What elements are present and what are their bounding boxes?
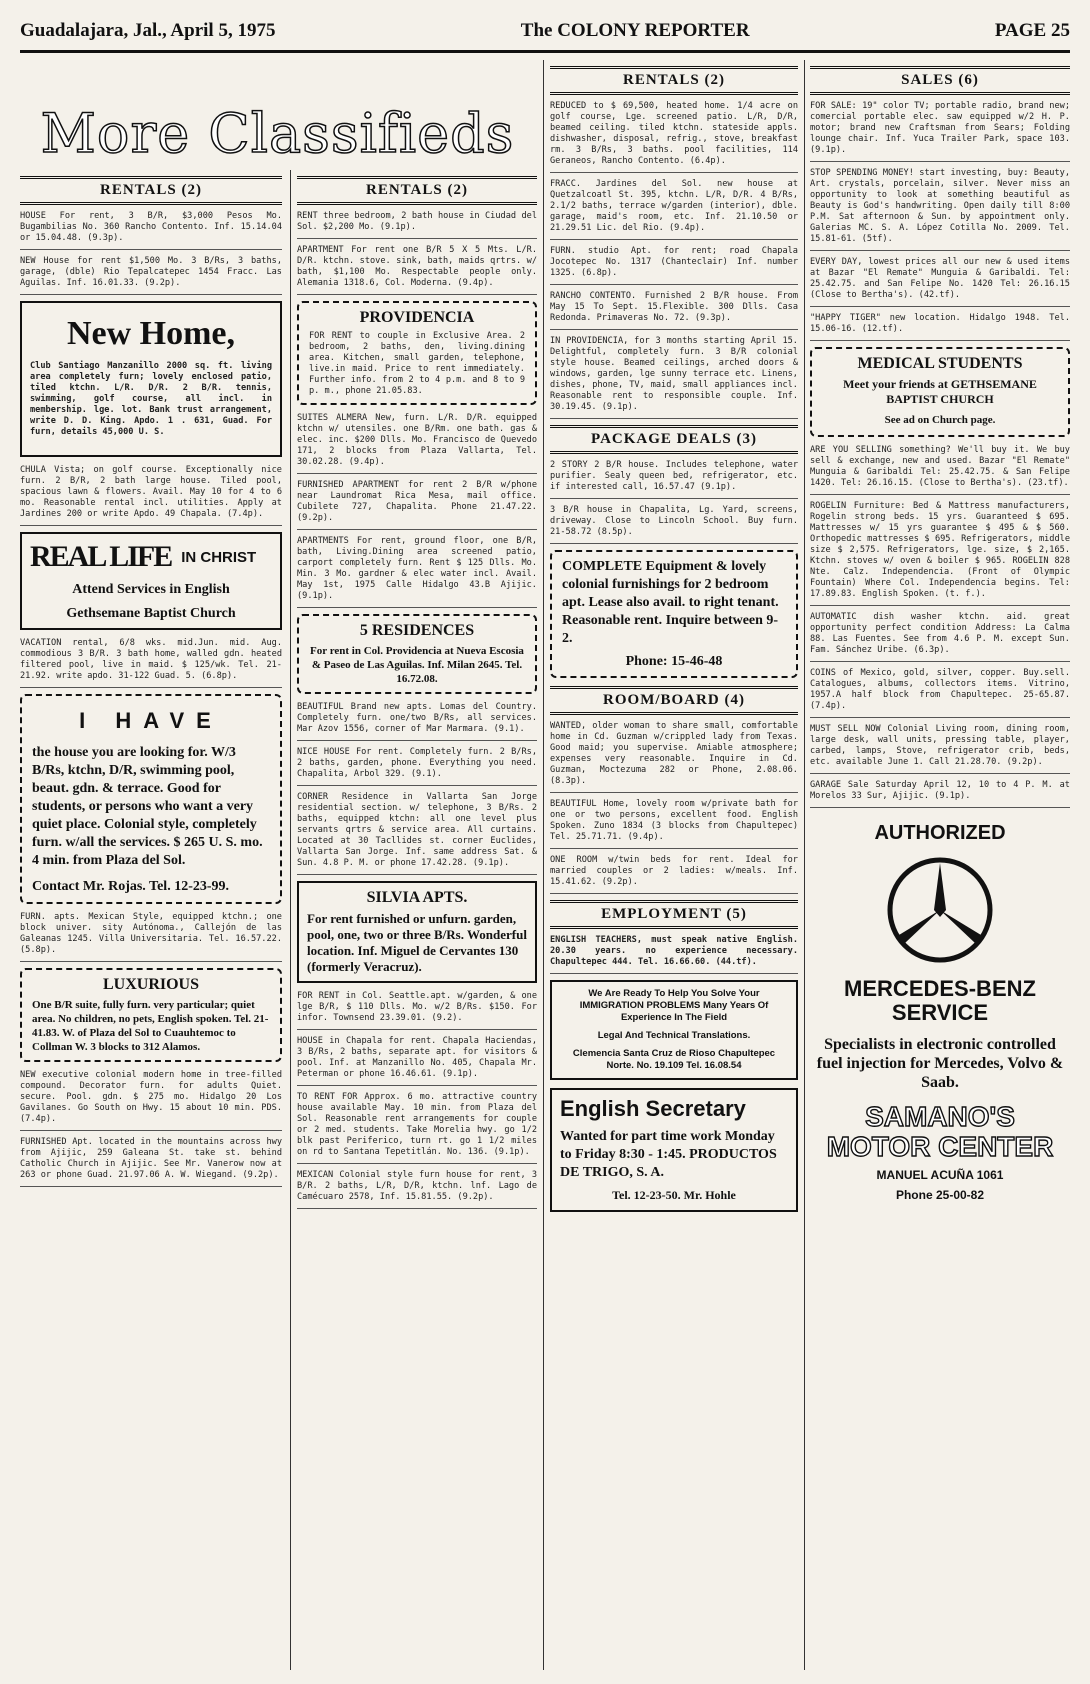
i-have-title: I HAVE bbox=[79, 708, 223, 733]
luxurious-title: LUXURIOUS bbox=[102, 976, 199, 993]
header-dateline: Guadalajara, Jal., April 5, 1975 bbox=[20, 20, 276, 41]
column-4 bbox=[810, 60, 1070, 1670]
real-life-ad bbox=[20, 532, 282, 630]
section-header-room-board: ROOM/BOARD (4) bbox=[550, 686, 798, 715]
english-secretary-contact: Tel. 12-23-50. Mr. Hohle bbox=[612, 1188, 736, 1202]
classified-ad: STOP SPENDING MONEY! start investing, buy: Beauty, Art. crystals, porcelain, silver. Never miss an opportunity to look at something beautiful as Beauty is God's handwriting. Open daily till 8:00 P.M. Sat afternoon & Sun. by appointment only. Galerias MC. S. A. López Cotilla No. 2009. Tel. 15.81-61. (5tf). bbox=[810, 168, 1070, 251]
column-2 bbox=[297, 170, 537, 1670]
column-1 bbox=[20, 170, 282, 1670]
classified-ad: BEAUTIFUL Home, lovely room w/private bath for one or two persons, excellent food. English Spoken. Zuno 1834 (3 blocks from Chapultepec) Tel. 25.71.71. (9.4p). bbox=[550, 799, 798, 849]
classified-ad: COINS of Mexico, gold, silver, copper. Buy.sell. Catalogues, albums, collectors items. Vitrino, 1957.A half block from Chapultepec. 25-65.87. (7.4p). bbox=[810, 668, 1070, 718]
i-have-contact: Contact Mr. Rojas. Tel. 12-23-99. bbox=[32, 879, 230, 894]
real-life-tagline: IN CHRIST bbox=[181, 548, 257, 566]
luxurious-ad bbox=[20, 968, 282, 1062]
header-paper-name: The COLONY REPORTER bbox=[520, 20, 750, 41]
classified-ad: GARAGE Sale Saturday April 12, 10 to 4 P. M. at Morelos 33 Sur, Ajijic. (9.1p). bbox=[810, 780, 1070, 808]
residences-title: 5 RESIDENCES bbox=[359, 622, 475, 639]
classified-ad: FOR SALE: 19" color TV; portable radio, brand new; comercial portable elec. saw equipped w/2 H. P. motor; brand new Craftsman from Sears; Folding lounge chair. Inf. Yuca Trailer Park, space 103. (9.1p). bbox=[810, 101, 1070, 162]
banner-title: More Classifieds bbox=[40, 102, 515, 165]
complete-phone: Phone: 15-46-48 bbox=[625, 654, 723, 669]
silvia-apts-ad bbox=[297, 881, 537, 983]
classified-ad: ROGELIN Furniture: Bed & Mattress manufacturers, Rogelin strong beds. 15 yrs. Guaranteed $ 695. Mattresses w/ 15 yrs guarantee $ 495 & $ 560. Orthopedic mattresses $ 695. Refrigerators, middle size $ 2,575. Refrigerators, lge. size, $ 2,165. Ktchn. stoves w/ oven & boiler $ 965. ROGELIN 828 Nte. Calz. Independencia. (Front of Olympic Fountain) Where Col. Independencia begins. Tel: 17.89.83. English Spoken. (t. f.). bbox=[810, 501, 1070, 606]
classified-ad: FRACC. Jardines del Sol. new house at Quetzalcoatl St. 395, ktchn. L/R, D/R. 4 B/Rs, 2.1/2 baths, terrace w/garden (interior), dble. garage, maid's room, etc. Inf. 21.10.50 or 21.29.51 Lic. del Rio. (9.4p). bbox=[550, 179, 798, 240]
section-header-employment: EMPLOYMENT (5) bbox=[550, 900, 798, 929]
medical-body: Meet your friends at GETHSEMANE BAPTIST CHURCH bbox=[843, 377, 1037, 406]
mercedes-service-desc: Specialists in electronic controlled fuel injection for Mercedes, Volvo & Saab. bbox=[816, 1036, 1064, 1091]
classified-ad: REDUCED to $ 69,500, heated home. 1/4 acre on golf course, Lge. screened patio. L/R, D/R, beamed ceiling. tiled ktchn. stateside appls. dishwasher, disposal, refrig., stove, breakfast rm. 3 B/Rs, 3 baths. pool facilities, 114 Geraneos, Rancho Contento. (6.4p). bbox=[550, 101, 798, 173]
section-header-sales: SALES (6) bbox=[810, 66, 1070, 95]
column-divider bbox=[804, 60, 805, 1670]
i-have-ad bbox=[20, 694, 282, 904]
english-secretary-body: Wanted for part time work Monday to Friday 8:30 - 1:45. PRODUCTOS DE TRIGO, S. A. bbox=[560, 1129, 777, 1180]
new-home-title: New Home, bbox=[66, 315, 236, 352]
classified-ad: FURNISHED Apt. located in the mountains across hwy from Ajijic, 259 Galeana St. take st. behind Catholic Church in Ajijic. See Mr. Vanerow now at 263 or phone Guad. 21.97.06 A. W. Wiegand. (9.2p). bbox=[20, 1137, 282, 1187]
immigration-ad bbox=[550, 980, 798, 1080]
classified-ad: HOUSE in Chapala for rent. Chapala Haciendas, 3 B/Rs, 2 baths, separate apt. for visitors & pool. Inf. at Manzanillo No. 405, Chapala Mr. Peterman or phone 16.46.61. (9.1p). bbox=[297, 1036, 537, 1086]
classified-ad: FURN. apts. Mexican Style, equipped ktchn.; one block univer. sity Autónoma., Callejón de las Galeanas 1245. Villa Universitaria. Tel. 16.57.22. (5.8p). bbox=[20, 912, 282, 962]
real-life-line-1: Attend Services in English bbox=[72, 582, 230, 597]
classified-ad: 3 B/R house in Chapalita, Lg. Yard, screens, driveway. Close to Lincoln School. Buy furn. 21-58.72 (8.5p). bbox=[550, 505, 798, 544]
classified-ad: CHULA Vista; on golf course. Exceptionally nice furn. 2 B/R, 2 bath large house. Tiled pool, spacious lawn & flowers. Avail. May 10 for 4 to 6 mo. Reasonable rental incl. utilities. Apply at Jardines 200 or write Apdo. 49 Chapala. (7.4p). bbox=[20, 465, 282, 526]
providencia-body: FOR RENT to couple in Exclusive Area. 2 bedroom, 2 baths, den, living.dining area. Kitchen, small garden, telephone, live.in maid. Price to rent immediately. Further info. from 2 to 4 p.m. and 8 to 9 p. m., phone 21.05.83. bbox=[309, 331, 525, 396]
page-header bbox=[20, 20, 1070, 53]
classified-ad: 2 STORY 2 B/R house. Includes telephone, water purifier. Sealy queen bed, refrigerator, etc. if interested call, 16.57.47 (9.1p). bbox=[550, 460, 798, 499]
immigration-head: We Are Ready To Help You Solve Your IMMIGRATION PROBLEMS Many Years Of Experience In The Field bbox=[579, 988, 769, 1023]
new-home-body: Club Santiago Manzanillo 2000 sq. ft. living area completely furn; lovely enclosed patio, tiled ktchn. L/R. D/R. 2 B/R. tennis, swimming, golf course, all incl. in membership. lge. lot. Bank trust arrangement, write D. D. King. Apdo. 1 . 631, Guad. For furn, details 45,000 U. S. bbox=[30, 361, 272, 437]
classified-ad: FURNISHED APARTMENT for rent 2 B/R w/phone near Laundromat Rica Mesa, mail office. Cubilete 727, Chapalita. Phone 21.47.22. (9.2p). bbox=[297, 480, 537, 530]
residences-body: For rent in Col. Providencia at Nueva Escosia & Paseo de Las Aguilas. Inf. Milan 2645. Tel. 16.72.08. bbox=[310, 645, 524, 685]
mercedes-service-title: MERCEDES-BENZ SERVICE bbox=[844, 976, 1036, 1025]
silvia-title: SILVIA APTS. bbox=[366, 889, 468, 906]
classified-ad: FOR RENT in Col. Seattle.apt. w/garden, & one lge B/R, $ 110 Dlls. Mo. w/2 B/Rs. $150. For infor. Townsend 23.39.01. (9.2). bbox=[297, 991, 537, 1030]
real-life-line-2: Gethsemane Baptist Church bbox=[66, 606, 236, 621]
mercedes-logo-icon bbox=[810, 855, 1070, 969]
luxurious-body: One B/R suite, fully furn. very particular; quiet area. No children, no pets, English spoken. Tel. 21-41.83. W. of Plaza del Sol to Cuauhtemoc to Collman W. 3 blocks to 312 Alamos. bbox=[32, 999, 269, 1053]
english-secretary-ad bbox=[550, 1088, 798, 1212]
classified-ad: IN PROVIDENCIA, for 3 months starting April 15. Delightful, completely furn. 3 B/R colonial style house. Beamed ceilings, arched doors & windows, garden, lge sunny terrace etc. Linens, dishes, phone, TV, maid, small appliances incl. Reasonable rent to responsible couple. Inf. 30.19.45. (9.1p). bbox=[550, 336, 798, 419]
complete-body: COMPLETE Equipment & lovely colonial furnishings for 2 bedroom apt. Lease also avail. to right tenant. Reasonable rent. Inquire between 9-2. bbox=[562, 559, 779, 646]
silvia-body: For rent furnished or unfurn. garden, pool, one, two or three B/Rs. Wonderful location. Inf. Miguel de Cervantes 130 (formerly Veracruz). bbox=[307, 911, 527, 974]
classified-ad: CORNER Residence in Vallarta San Jorge residential section. w/ telephone, 3 B/Rs. 2 baths, equipped ktchn: all one level plus servants qrtrs & service area. All curtains. Located at 30 Tacllides st. corner Euclides, Vallarta San Jorge. Inf. same address Sat. & Sun. 4.8 P. M. or phone 17.42.28. (9.1p). bbox=[297, 792, 537, 875]
classified-ad: NICE HOUSE For rent. Completely furn. 2 B/Rs, 2 baths, garden, phone. Everything you need. Chapalita, Arbol 329. (9.1). bbox=[297, 747, 537, 786]
real-life-logo: REAL LIFE bbox=[30, 540, 172, 573]
medical-footer: See ad on Church page. bbox=[884, 414, 996, 426]
providencia-title: PROVIDENCIA bbox=[359, 309, 475, 326]
classified-ad: ONE ROOM w/twin beds for rent. Ideal for married couples or 2 ladies: w/meals. Inf. 15.41.62. (9.2p). bbox=[550, 855, 798, 894]
i-have-body: the house you are looking for. W/3 B/Rs, ktchn, D/R, swimming pool, beaut. gdn. & terrace. Good for students, or persons who want a very quiet place. Colonial style, completely furn. w/all the services. $ 265 U. S. mo. 4 min. from Plaza del Sol. bbox=[32, 745, 263, 868]
column-divider bbox=[543, 60, 544, 1670]
samano-logo: SAMANO'S MOTOR CENTER bbox=[826, 1101, 1054, 1162]
complete-equipment-ad bbox=[550, 550, 798, 678]
section-header-package-deals: PACKAGE DEALS (3) bbox=[550, 425, 798, 454]
section-header-rentals: RENTALS (2) bbox=[20, 176, 282, 205]
classified-ad: APARTMENTS For rent, ground floor, one B/R, bath, Living.Dining area screened patio, carport completely furn. Rent $ 125 Dlls. Mo. Min. 3 Mo. gardner & elec water incl. Avail. May 1st, 1975 Calle Hidalgo 43.B Ajijic. (9.1p). bbox=[297, 536, 537, 608]
medical-title: MEDICAL STUDENTS bbox=[857, 355, 1023, 372]
immigration-contact: Clemencia Santa Cruz de Rioso Chapultepec Norte. No. 19.109 Tel. 16.08.54 bbox=[572, 1048, 776, 1071]
english-secretary-title: English Secretary bbox=[560, 1096, 746, 1121]
real-life-logo-row bbox=[30, 540, 272, 574]
samano-phone: Phone 25-00-82 bbox=[895, 1188, 985, 1202]
authorized-label: AUTHORIZED bbox=[874, 822, 1006, 844]
classified-ad: VACATION rental, 6/8 wks. mid.Jun. mid. Aug. commodious 3 B/R. 3 bath home, walled gdn. heated filtered pool, live in maid. $ 125/wk. Tel. 21-21.92. write apdo. 31-122 Guad. 5. (6.8p). bbox=[20, 638, 282, 688]
classified-ad: RANCHO CONTENTO. Furnished 2 B/R house. From May 15 To Sept. 15.Flexible. 300 Dlls. Casa Redonda. Primaveras No. 72. (9.3p). bbox=[550, 291, 798, 330]
classified-ad: "HAPPY TIGER" new location. Hidalgo 1948. Tel. 15.06-16. (12.tf). bbox=[810, 313, 1070, 341]
column-divider bbox=[290, 170, 291, 1670]
classified-ad: HOUSE For rent, 3 B/R, $3,000 Pesos Mo. Bugambilias No. 360 Rancho Contento. Inf. 15.14.04 or 15.04.48. (9.3p). bbox=[20, 211, 282, 250]
classified-ad: MEXICAN Colonial style furn house for rent, 3 B/R. 2 baths, L/R, D/R, ktchn. lnf. Lago de Camécuaro 2578, Inf. 15.81.55. (9.2p). bbox=[297, 1170, 537, 1209]
samano-address: MANUEL ACUÑA 1061 bbox=[876, 1168, 1004, 1182]
columns bbox=[20, 60, 1070, 1670]
classified-ad: TO RENT FOR Approx. 6 mo. attractive country house available May. 10 min. from Plaza del Sol. Reasonable rent arrangements for couple or 2 med. students. Take Morelia hwy. go 1/2 blk past Periferico, turn rt. go 1 1/2 miles on rd to Santana Tepetitlán. No. 136. (9.1p). bbox=[297, 1092, 537, 1164]
classified-ad: EVERY DAY, lowest prices all our new & used items at Bazar "El Remate" Munguia & Garibaldi. Tel: 25.42.75. and San Felipe No. 1420 Tel: 26.16.15 (Close to Bertha's). (42.tf). bbox=[810, 257, 1070, 307]
classified-ad: ARE YOU SELLING something? We'll buy it. We buy sell & exchange, new and used. Bazar "El Remate" Munguia & Garibaldi Tel: 25.42.75. & San Felipe 1420. Tel: 26.16.15. (Close to Bertha's). (23.tf). bbox=[810, 445, 1070, 495]
classified-ad: BEAUTIFUL Brand new apts. Lomas del Country. Completely furn. one/two B/Rs, all services. Mar Azov 1556, corner of Mar Marmara. (9.1). bbox=[297, 702, 537, 741]
header-page-number: PAGE 25 bbox=[994, 20, 1070, 41]
classified-ad: SUITES ALMERA New, furn. L/R. D/R. equipped ktchn w/ utensiles. one B/Rm. one bath. gas & elec. inc. $200 Dlls. Mo. Francisco de Quevedo 171, 2 blocks from Plaza Vallarta, Tel. 30.02.28. (9.4p). bbox=[297, 413, 537, 474]
immigration-translations: Legal And Technical Translations. bbox=[597, 1030, 751, 1041]
section-header-rentals: RENTALS (2) bbox=[297, 176, 537, 205]
classified-ad: FURN. studio Apt. for rent; road Chapala Jocotepec No. 1317 (Chanteclair) Inf. number 1325. (6.8p). bbox=[550, 246, 798, 285]
new-home-ad bbox=[20, 301, 282, 457]
providencia-ad bbox=[297, 301, 537, 405]
classified-ad: WANTED, older woman to share small, comfortable home in Cd. Guzman w/crippled lady from Texas. Good maid; you supervise. Amiable atmosphere; expenses very reasonable. Inquire in Cd. Guzman, Moctezuma 282 or Phone, 2.08.06. (8.3p). bbox=[550, 721, 798, 793]
classified-ad: ENGLISH TEACHERS, must speak native English. 20.30 years. no experience necessary. Chapultepec 444. Tel. 16.66.60. (44.tf). bbox=[550, 935, 798, 974]
classified-ad: NEW House for rent $1,500 Mo. 3 B/Rs, 3 baths, garage, (dble) Rio Tepalcatepec 1454 Fracc. Las Aguilas. Inf. 16.01.33. (9.2p). bbox=[20, 256, 282, 295]
section-header-rentals: RENTALS (2) bbox=[550, 66, 798, 95]
column-3 bbox=[550, 60, 798, 1670]
classified-ad: APARTMENT For rent one B/R 5 X 5 Mts. L/R. D/R. ktchn. stove. sink, bath, maids qrtrs. w/ bath, $1,100 Mo. Respectable people only. Alemania 1318.6, Col. Moderna. (9.4p). bbox=[297, 245, 537, 295]
classified-ad: RENT three bedroom, 2 bath house in Ciudad del Sol. $2,200 Mo. (9.1p). bbox=[297, 211, 537, 239]
medical-students-ad bbox=[810, 347, 1070, 437]
residences-ad bbox=[297, 614, 537, 694]
newspaper-page bbox=[20, 20, 1070, 1670]
classified-ad: MUST SELL NOW Colonial Living room, dining room, large desk, wall units, pressing table, player, carbed, lamps, Stove, refrigerator crib, beds, etc. available June 1. Call 21.28.70. (9.2p). bbox=[810, 724, 1070, 774]
classified-ad: AUTOMATIC dish washer ktchn. aid. great opportunity perfect condition Address: La Calma 88. Las Fuentes. See from 4.6 P. M. except Sun. Fam. Sánchez Uribe. (6.3p). bbox=[810, 612, 1070, 662]
classified-ad: NEW executive colonial modern home in tree-filled compound. Decorator furn. for adults Quiet. secure. Pool. gdn. $ 275 mo. Hidalgo 20 Los Gavilanes. Go South on Hwy. 15 about 10 min. PDS. (7.4p). bbox=[20, 1070, 282, 1131]
